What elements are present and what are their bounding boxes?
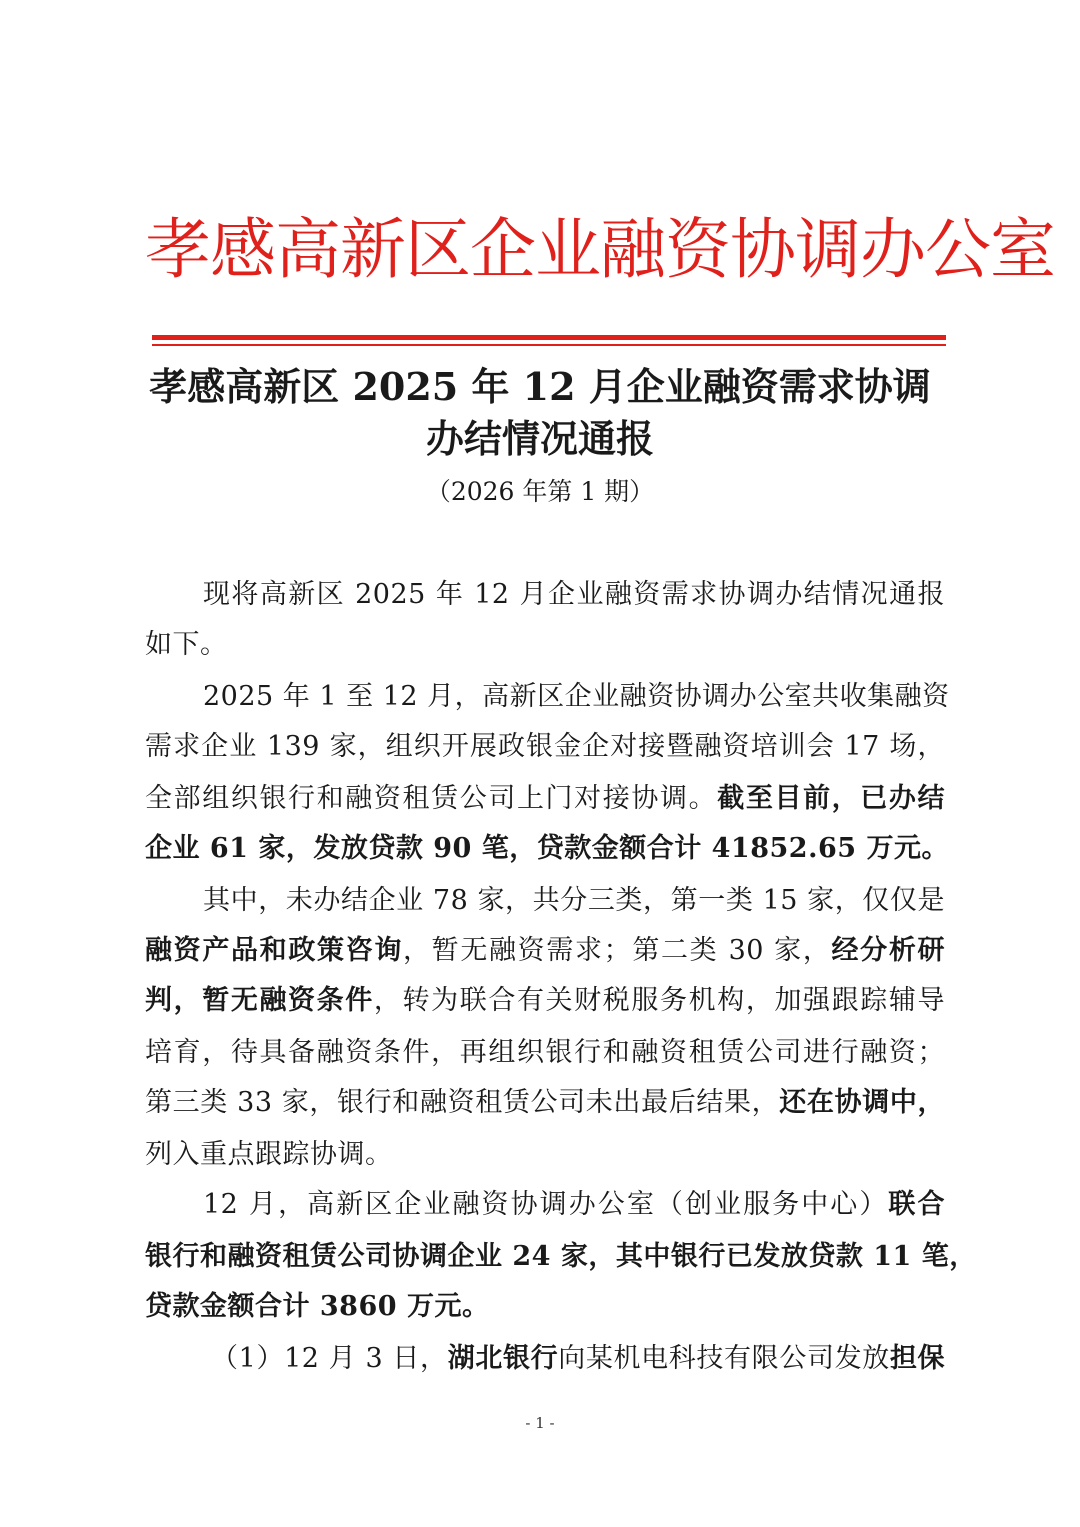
text-run: ，暂无融资需求；第二类 30 家， — [403, 935, 832, 966]
text-run: 培育，待具备融资条件，再组织银行和融资租赁公司进行融资； — [145, 1037, 945, 1068]
body-line — [145, 620, 945, 670]
bold-text-run: 贷款金额合计 3860 万元。 — [145, 1291, 490, 1322]
body-line — [145, 672, 950, 722]
bold-text-run: 联合 — [888, 1189, 945, 1220]
body-line — [145, 1078, 945, 1128]
text-run: 12 月，高新区企业融资协调办公室（创业服务中心） — [203, 1189, 889, 1220]
body-line — [145, 722, 945, 772]
text-run: 其中，未办结企业 78 家，共分三类，第一类 15 家，仅仅是 — [203, 885, 945, 916]
body-line — [145, 1028, 945, 1078]
text-run: （1）12 月 3 日， — [211, 1343, 448, 1374]
bold-text-run: 担保 — [889, 1343, 946, 1374]
body-line — [145, 570, 945, 620]
bold-text-run: 经分析研 — [831, 935, 946, 966]
bold-text-run: 企业 61 家，发放贷款 90 笔，贷款金额合计 41852.65 万元。 — [145, 833, 949, 864]
bold-text-run: 截至目前，已办结 — [717, 783, 946, 814]
bold-text-run: 融资产品和政策咨询 — [145, 935, 403, 966]
text-run: 全部组织银行和融资租赁公司上门对接协调。 — [145, 783, 718, 814]
body-line — [145, 824, 949, 874]
bold-text-run: 还在协调中 — [779, 1087, 918, 1118]
body-line — [145, 976, 945, 1026]
text-run: ，转为联合有关财税服务机构，加强跟踪辅导 — [373, 985, 946, 1016]
bold-text-run: ， — [917, 1087, 945, 1118]
text-run: 现将高新区 2025 年 12 月企业融资需求协调办结情况通报 — [203, 579, 945, 610]
document-title-line1: 孝感高新区 2025 年 12 月企业融资需求协调 — [149, 364, 931, 409]
document-title-line2: 办结情况通报 — [425, 416, 654, 461]
header-red-rule-thick — [152, 335, 946, 340]
body-line — [145, 774, 945, 824]
body-line — [145, 1130, 945, 1180]
body-line — [145, 876, 945, 926]
bold-text-run: 判，暂无融资条件 — [145, 985, 374, 1016]
body-line — [145, 1334, 945, 1384]
text-run: 2025 年 1 至 12 月，高新区企业融资协调办公室共收集融资 — [203, 681, 950, 712]
body-line — [145, 1232, 977, 1282]
text-run: 第三类 33 家，银行和融资租赁公司未出最后结果， — [145, 1087, 780, 1118]
text-run: 需求企业 139 家，组织开展政银金企对接暨融资培训会 17 场， — [145, 731, 945, 762]
body-line — [145, 926, 945, 976]
issue-number: （2026 年第 1 期） — [425, 477, 655, 506]
header-red-rule-thin — [152, 344, 946, 346]
bold-text-run: 银行和融资租赁公司协调企业 24 家，其中银行已发放贷款 11 笔， — [145, 1241, 977, 1272]
text-run: 向某机电科技有限公司发放 — [558, 1343, 890, 1374]
text-run: 列入重点跟踪协调。 — [145, 1139, 393, 1170]
page-number: - 1 - — [525, 1414, 555, 1432]
issuing-office-header: 孝感高新区企业融资协调办公室 — [145, 211, 1055, 288]
body-line — [145, 1282, 945, 1332]
body-line — [145, 1180, 945, 1230]
text-run: 如下。 — [145, 629, 228, 660]
bold-text-run: 湖北银行 — [447, 1343, 559, 1374]
